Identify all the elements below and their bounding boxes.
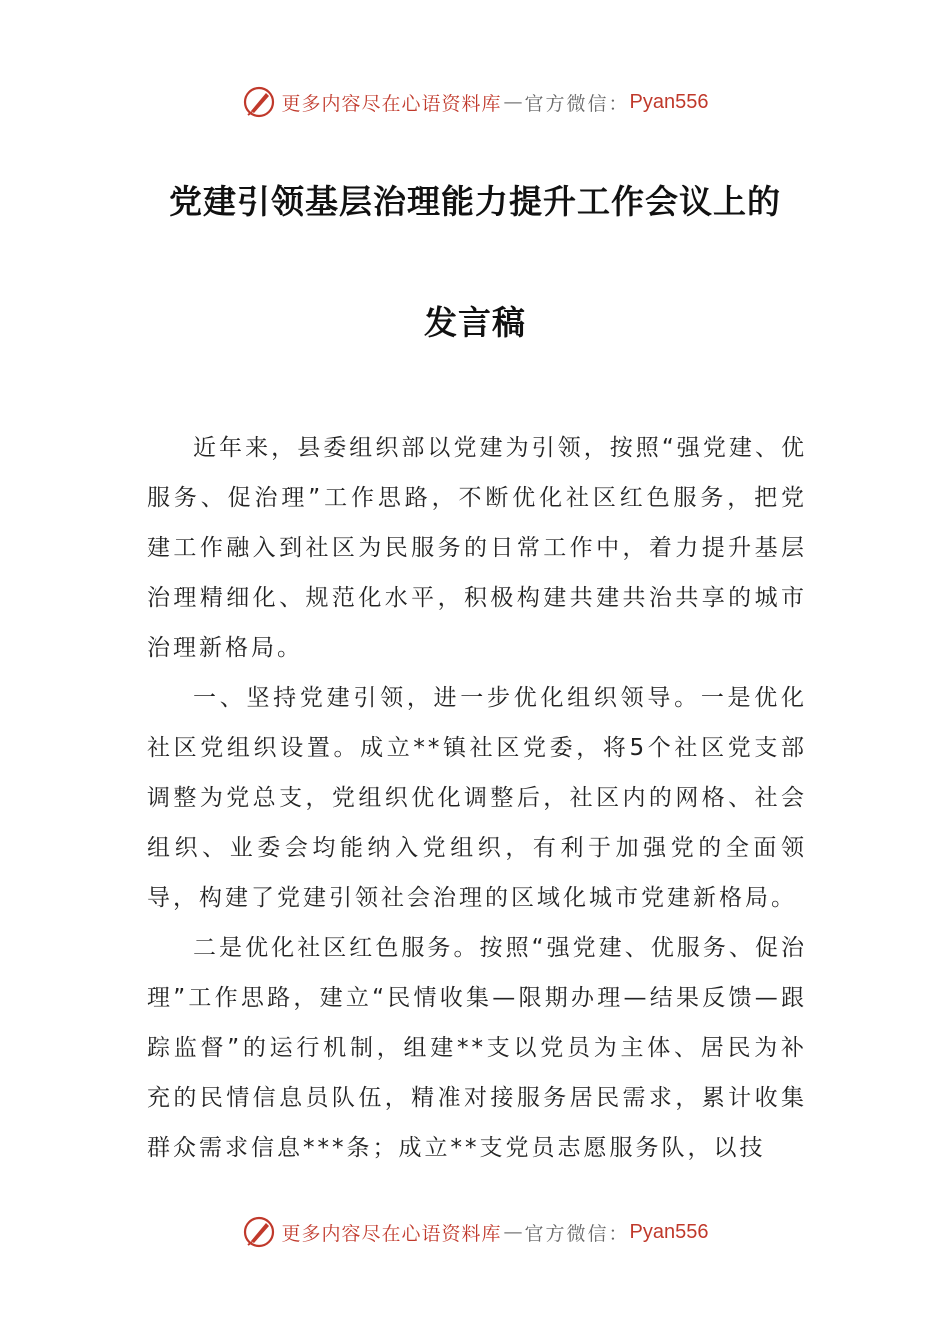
footer-watermark-banner [0, 1212, 950, 1252]
paragraph-section-2: 二是优化社区红色服务。按照“强党建、优服务、促治理”工作思路，建立“民情收集—限期办理—结果反馈—跟踪监督”的运行机制，组建**支以党员为主体、居民为补充的民情信息员队伍，精准对接服务居民需求，累计收集群众需求信息***条；成立**支党员志愿服务队，以技 [147, 935, 807, 1161]
document-title-line-1: 党建引领基层治理能力提升工作会议上的 [169, 182, 781, 221]
header-watermark-banner [0, 82, 950, 122]
document-title-line-2: 发言稿 [424, 303, 526, 342]
quill-logo-icon [242, 1215, 276, 1249]
banner-text: 更多内容尽在心语资料库 [281, 1222, 502, 1245]
banner-wechat-id: Pyan556 [629, 1220, 709, 1243]
paragraph-intro: 近年来，县委组织部以党建为引领，按照“强党建、优服务、促治理”工作思路，不断优化社区红色服务，把党建工作融入到社区为民服务的日常工作中，着力提升基层治理精细化、规范化水平，积极构建共建共治共享的城市治理新格局。 [147, 435, 807, 661]
banner-text: 更多内容尽在心语资料库 [281, 92, 502, 115]
quill-logo-icon [242, 85, 276, 119]
banner-wechat-label: 官方微信： [524, 92, 630, 115]
banner-separator: — [503, 91, 523, 113]
banner-separator: — [503, 1221, 523, 1243]
paragraph-section-1: 一、坚持党建引领，进一步优化组织领导。一是优化社区党组织设置。成立**镇社区党委，将5个社区党支部调整为党总支，党组织优化调整后，社区内的网格、社会组织、业委会均能纳入党组织，有利于加强党的全面领导，构建了党建引领社会治理的区域化城市党建新格局。 [147, 685, 807, 911]
banner-wechat-id: Pyan556 [629, 90, 709, 113]
document-body [147, 423, 807, 1173]
banner-wechat-label: 官方微信： [524, 1222, 630, 1245]
